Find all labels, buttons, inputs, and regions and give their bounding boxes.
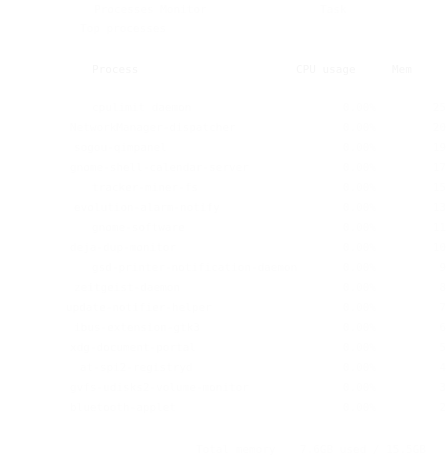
process-row[interactable] [0, 198, 446, 218]
process-mem: 25 [432, 101, 446, 114]
process-mem: 6 [439, 321, 446, 334]
process-name: cpulimit daemon [92, 101, 192, 114]
process-mem: 7 [439, 301, 446, 314]
column-header-cpu[interactable]: CPU usage [296, 63, 356, 76]
process-name: gvfs-udisks2-volume-monitor [70, 381, 249, 394]
process-cpu: 0.00% [342, 401, 376, 414]
process-row[interactable] [0, 278, 446, 298]
process-cpu: 0.00% [342, 361, 376, 374]
process-row[interactable] [0, 338, 446, 358]
process-cpu: 0.00% [342, 121, 376, 134]
process-cpu: 0.00% [342, 141, 376, 154]
process-row[interactable] [0, 138, 446, 158]
subtitle: Top processes [80, 22, 167, 35]
process-row[interactable] [0, 318, 446, 338]
process-cpu: 0.00% [342, 321, 376, 334]
process-row[interactable] [0, 358, 446, 378]
process-name: bluetooth-applet [70, 401, 176, 414]
process-mem: 15 [432, 181, 446, 194]
app-title: Processes Monitor [94, 3, 207, 16]
process-cpu: 0.00% [342, 281, 376, 294]
process-row[interactable] [0, 178, 446, 198]
process-name: sogou-qimpanel [74, 141, 167, 154]
process-row[interactable] [0, 298, 446, 318]
process-mem: 11 [432, 221, 446, 234]
process-row[interactable] [0, 398, 446, 418]
process-cpu: 0.00% [342, 261, 376, 274]
process-mem: 4 [439, 361, 446, 374]
process-name: at-spi2-registryd [80, 361, 193, 374]
process-name: NetworkManager-dispatcher [70, 121, 236, 134]
process-row[interactable] [0, 258, 446, 278]
title-right: Task [320, 3, 347, 16]
process-cpu: 0.00% [342, 341, 376, 354]
process-name: deja-dup-monitor [70, 241, 176, 254]
process-mem: 10 [432, 241, 446, 254]
process-cpu: 0.00% [342, 201, 376, 214]
process-mem: 13 [432, 201, 446, 214]
process-row[interactable] [0, 238, 446, 258]
process-cpu: 0.00% [342, 181, 376, 194]
process-mem: 8 [439, 281, 446, 294]
process-mem: 2 [439, 401, 446, 414]
process-row[interactable] [0, 158, 446, 178]
total-memory-label: Total memory [196, 443, 276, 456]
process-name: zeitgeist-daemon [74, 281, 180, 294]
process-name: gsd-printer-notification-daemon [92, 261, 298, 274]
process-name: xdg-document-portal [70, 341, 196, 354]
process-mem: 20 [432, 121, 446, 134]
process-row[interactable] [0, 98, 446, 118]
process-name: update-notifier-helper [66, 301, 212, 314]
process-mem: 9 [439, 261, 446, 274]
process-cpu: 0.00% [342, 221, 376, 234]
process-name: gnome-software [92, 221, 185, 234]
column-header-mem[interactable]: Mem [392, 63, 412, 76]
process-mem: 17 [432, 161, 446, 174]
total-memory-value: 7.6GB used / 15.5GB [300, 443, 426, 456]
column-header-process[interactable]: Process [92, 63, 139, 76]
process-mem: 19 [432, 141, 446, 154]
process-cpu: 0.00% [342, 381, 376, 394]
process-mem: 5 [439, 341, 446, 354]
process-mem: 3 [439, 381, 446, 394]
process-row[interactable] [0, 218, 446, 238]
process-name: evolution-alarm-notify [74, 201, 220, 214]
process-name: gnome-shell-calendar-server [70, 161, 249, 174]
process-name: tracker-miner-fs [92, 181, 198, 194]
process-cpu: 0.00% [342, 161, 376, 174]
process-row[interactable] [0, 118, 446, 138]
process-cpu: 0.00% [342, 301, 376, 314]
process-row[interactable] [0, 378, 446, 398]
process-cpu: 0.00% [342, 241, 376, 254]
process-cpu: 0.00% [342, 101, 376, 114]
process-name: ibus-extension-gtk3 [74, 321, 200, 334]
